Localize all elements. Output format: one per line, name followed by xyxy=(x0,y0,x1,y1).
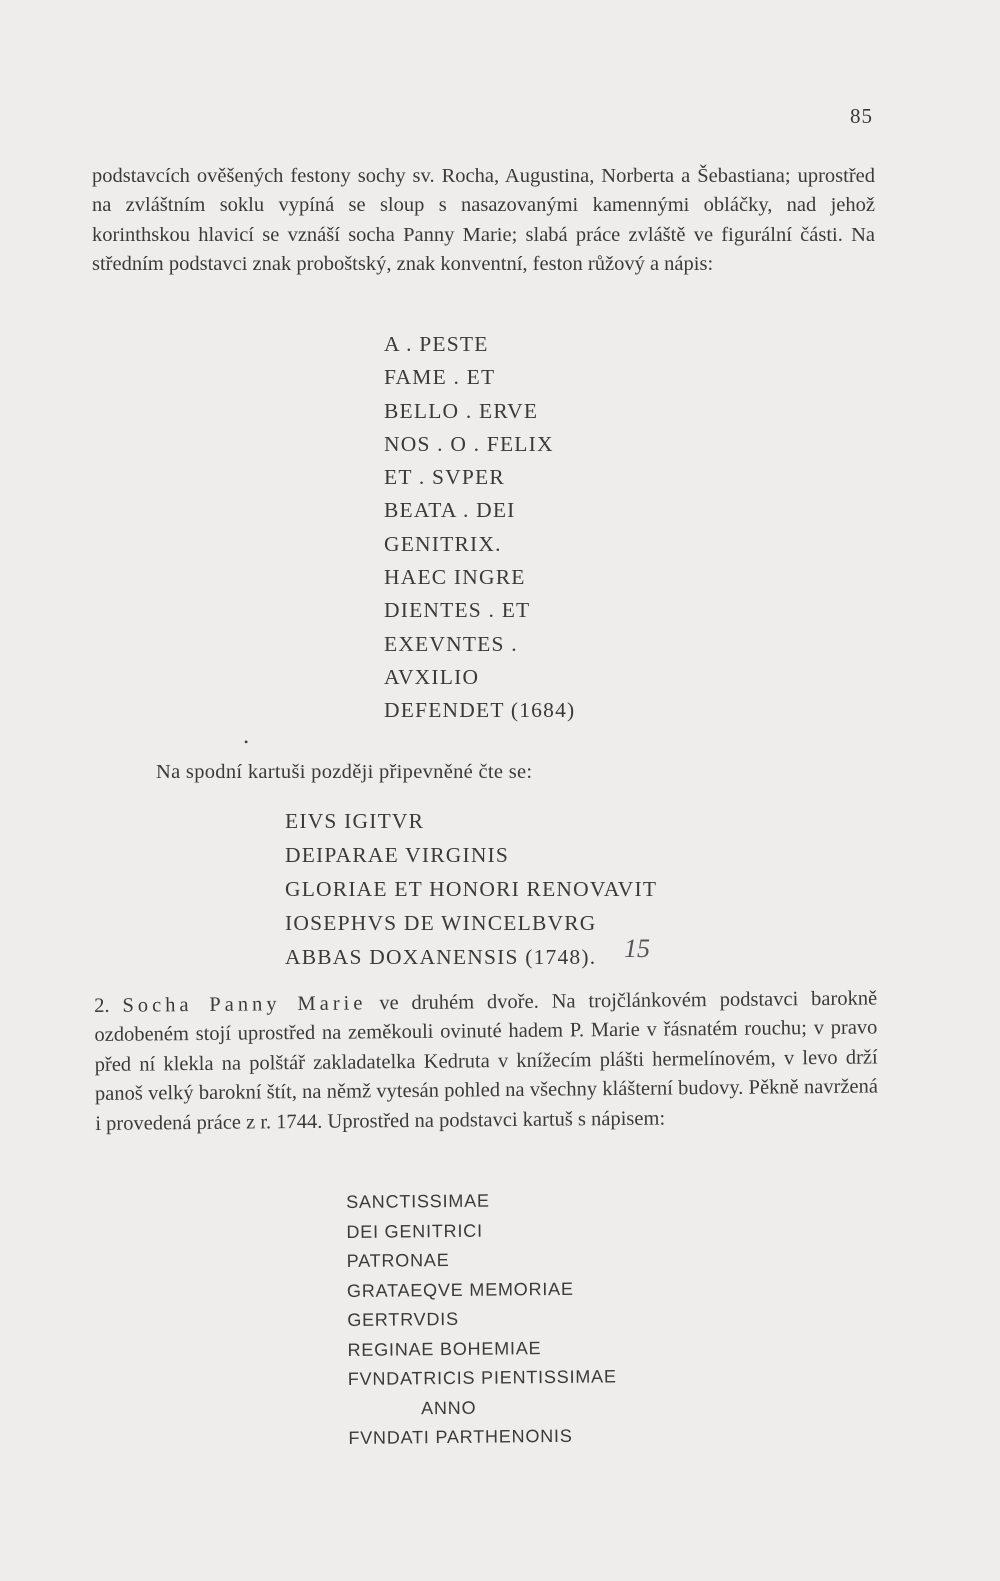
inscription-1-line: BEATA . DEI xyxy=(384,498,516,523)
inscription-2-line: IOSEPHVS DE WINCELBVRG xyxy=(285,911,597,935)
inscription-3-line: ANNO xyxy=(421,1397,477,1418)
section-title: Socha Panny Marie xyxy=(122,992,367,1017)
inscription-1-line: HAEC INGRE xyxy=(384,565,526,590)
inscription-2-line: GLORIAE ET HONORI RENOVAVIT xyxy=(285,877,658,901)
inscription-2-line: ABBAS DOXANENSIS (1748). xyxy=(285,945,597,969)
inscription-1-line: AVXILIO xyxy=(384,664,480,689)
stray-dot: • xyxy=(244,735,249,749)
inscription-1-line: EXEVNTES . xyxy=(384,631,518,656)
inscription-3 xyxy=(346,1185,617,1453)
inscription-1-line: FAME . ET xyxy=(384,365,496,390)
inscription-3-line: DEI GENITRICI xyxy=(346,1220,483,1242)
inscription-3-line: FVNDATI PARTHENONIS xyxy=(348,1425,573,1448)
inscription-3-line: REGINAE BOHEMIAE xyxy=(347,1337,542,1360)
inscription-2-line: DEIPARAE VIRGINIS xyxy=(285,843,510,867)
inscription-2-line: EIVS IGITVR xyxy=(285,809,425,833)
paragraph-1: podstavcích ověšených festony sochy sv. Rocha, Augustina, Norberta a Šebastiana; uprostřed na zvláštním soklu vypíná se sloup s nasazovanými kamennými obláčky, nad jehož korinthskou hlavicí se vznáší socha Panny Marie; slabá práce zvláště ve figurální části. Na středním podstavci znak proboštský, znak konventní, feston růžový a nápis: xyxy=(92,165,875,276)
caption-1: Na spodní kartuši později připevněné čte se: xyxy=(156,761,533,783)
inscription-1-line: BELLO . ERVE xyxy=(384,398,539,423)
inscription-3-line: FVNDATRICIS PIENTISSIMAE xyxy=(347,1366,617,1389)
inscription-1-line: DIENTES . ET xyxy=(384,598,531,623)
section-text: ve druhém dvoře. Na trojčlánkovém podstavci barokně ozdobeném stojí uprostřed na zeměkouli ovinuté hadem P. Marie v řásnatém rouchu; v pravo před ní klekla na polštář zakladatelka Kedruta v knížecím plášti hermelínovém, v levo drží panoš velký barokní štít, na němž vytesán pohled na všechny klášterní budovy. Pěkně navržená i provedená práce z r. 1744. Uprostřed na podstavci kartuš s nápisem: xyxy=(94,987,879,1135)
inscription-1-line: DEFENDET (1684) xyxy=(384,698,576,723)
inscription-3-line: PATRONAE xyxy=(346,1250,450,1271)
inscription-3-line: GRATAEQVE MEMORIAE xyxy=(346,1278,574,1301)
handwritten-note: 15 xyxy=(624,934,650,963)
inscription-3-line: SANCTISSIMAE xyxy=(346,1190,490,1212)
section-number: 2. xyxy=(94,994,110,1017)
inscription-1-line: GENITRIX. xyxy=(384,531,502,556)
inscription-2 xyxy=(285,804,657,974)
inscription-1-line: ET . SVPER xyxy=(384,465,505,490)
inscription-3-line: GERTRVDIS xyxy=(347,1308,459,1330)
page-number: 85 xyxy=(850,104,873,128)
inscription-1 xyxy=(384,328,575,728)
paragraph-2 xyxy=(94,984,878,1139)
inscription-1-line: NOS . O . FELIX xyxy=(384,431,554,456)
inscription-1-line: A . PESTE xyxy=(384,332,489,356)
